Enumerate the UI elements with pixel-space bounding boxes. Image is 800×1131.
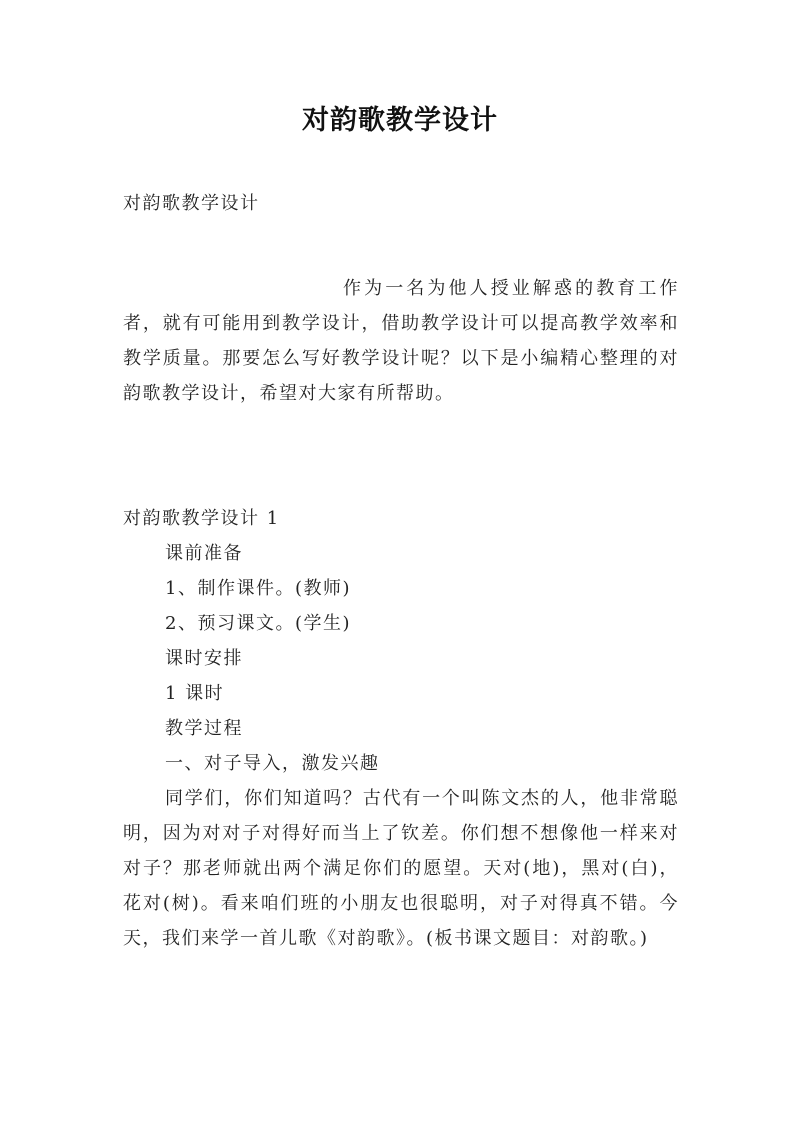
step-1-paragraph: 同学们，你们知道吗？古代有一个叫陈文杰的人，他非常聪明，因为对对子对得好而当上了钦差。你们想不想像他一样来对对子？那老师就出两个满足你们的愿望。天对(地)，黑对(白)，花对(树)。看来咱们班的小朋友也很聪明，对子对得真不错。今天，我们来学一首儿歌《对韵歌》。(板书课文题目：对韵歌。) <box>123 788 679 949</box>
line-prep-item-2: 2、预习课文。(学生) <box>165 613 351 634</box>
document-body <box>123 186 679 956</box>
line-schedule-value: 1 课时 <box>165 683 225 704</box>
line-prep-item-1: 1、制作课件。(教师) <box>165 578 351 599</box>
line-prep-heading: 课前准备 <box>165 543 243 564</box>
intro-paragraph: 作为一名为他人授业解惑的教育工作者，就有可能用到教学设计，借助教学设计可以提高教学效率和教学质量。那要怎么写好教学设计呢？以下是小编精心整理的对韵歌教学设计，希望对大家有所帮助。 <box>123 278 679 404</box>
line-step-1-heading: 一、对子导入，激发兴趣 <box>165 753 380 774</box>
line-process-heading: 教学过程 <box>165 718 243 739</box>
line-schedule-heading: 课时安排 <box>165 648 243 669</box>
section-heading: 对韵歌教学设计 1 <box>123 508 280 529</box>
document-subtitle: 对韵歌教学设计 <box>123 193 260 214</box>
document-title: 对韵歌教学设计 <box>302 105 498 136</box>
